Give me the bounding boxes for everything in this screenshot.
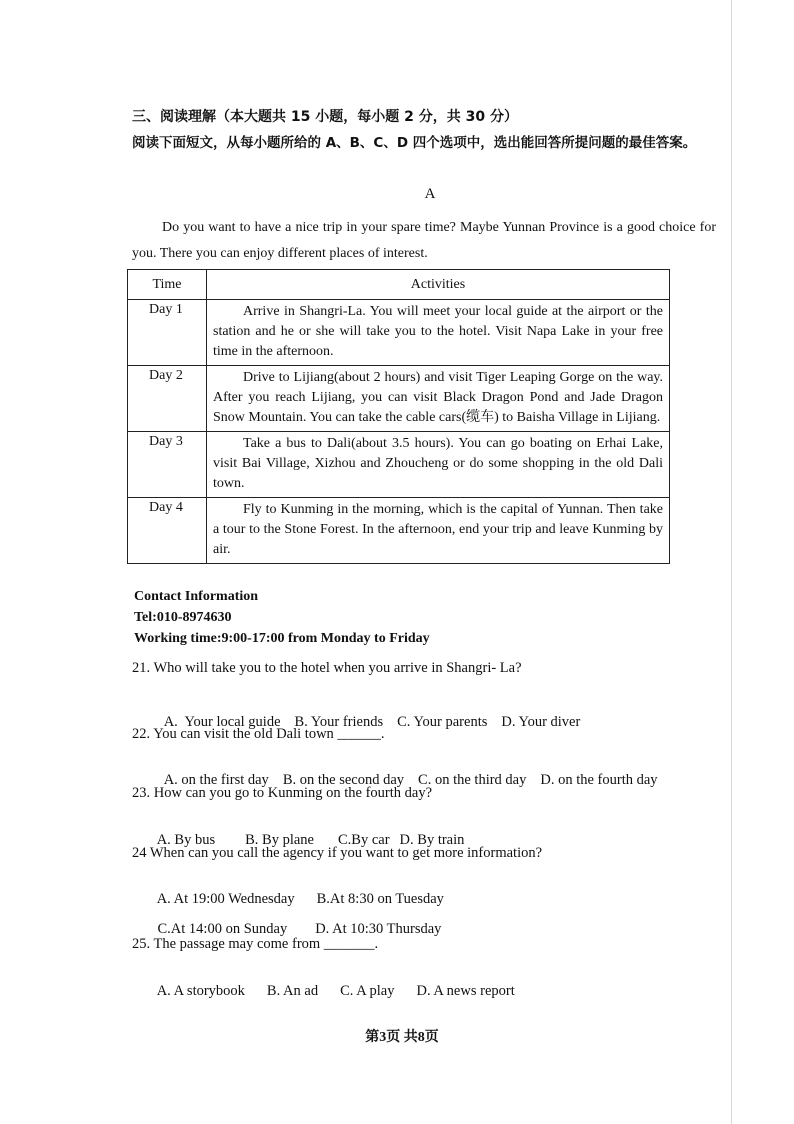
table-row: [128, 366, 670, 432]
option-b: B. An ad: [266, 983, 319, 999]
option-c: C. Your parents: [397, 714, 488, 730]
question-21-stem: 21. Who will take you to the hotel when you arrive in Shangri- La?: [132, 660, 522, 676]
itinerary-table: [127, 269, 670, 564]
option-c: C.By car: [338, 832, 390, 848]
page-number: 第3页 共8页: [365, 1030, 439, 1045]
option-d: D. on the fourth day: [540, 772, 658, 788]
question-23-stem: 23. How can you go to Kunming on the fourth day?: [132, 785, 433, 801]
section-title: 三、阅读理解（本大题共 15 小题，每小题 2 分，共 30 分）: [132, 109, 518, 125]
table-row: [128, 300, 670, 366]
option-b: B. Your friends: [294, 714, 384, 730]
option-a: A. By bus: [156, 832, 216, 848]
activity-cell: Drive to Lijiang(about 2 hours) and visit Tiger Leaping Gorge on the way. After you reach Lijiang, you can visit Black Dragon Pond and Jade Dragon Snow Mountain. You can take the cable cars(缆车) to Baisha Village in Lijiang.: [207, 366, 670, 432]
question-24-stem: 24 When can you call the agency if you want to get more information?: [132, 845, 543, 861]
activity-cell: Arrive in Shangri-La. You will meet your local guide at the airport or the station and he or she will take you to the hotel. Visit Napa Lake in your free time in the afternoon.: [207, 300, 670, 366]
option-d: D. By train: [399, 832, 465, 848]
table-row: [128, 432, 670, 498]
option-d: D. A news report: [416, 983, 515, 999]
passage-label: A: [424, 186, 436, 202]
option-c: C. on the third day: [418, 772, 527, 788]
question-25-options: [143, 966, 529, 1017]
contact-hours: Working time:9:00-17:00 from Monday to Friday: [134, 631, 430, 646]
option-d: D. At 10:30 Thursday: [315, 921, 442, 937]
contact-info: [134, 586, 430, 649]
header-time: Time: [128, 270, 207, 300]
question-22-stem: 22. You can visit the old Dali town ______.: [132, 726, 385, 742]
day-cell: Day 2: [128, 366, 207, 432]
contact-tel: Tel:010-8974630: [134, 610, 232, 625]
option-c: C.At 14:00 on Sunday: [157, 921, 288, 937]
option-d: D. Your diver: [501, 714, 581, 730]
table-header-row: [128, 270, 670, 300]
day-cell: Day 4: [128, 498, 207, 564]
day-cell: Day 3: [128, 432, 207, 498]
option-c: C. A play: [340, 983, 395, 999]
page-edge-divider: [731, 0, 732, 1124]
table-row: [128, 498, 670, 564]
day-cell: Day 1: [128, 300, 207, 366]
header-activities: Activities: [207, 270, 670, 300]
activity-cell: Fly to Kunming in the morning, which is the capital of Yunnan. Then take a tour to the Stone Forest. In the afternoon, end your trip and leave Kunming by air.: [207, 498, 670, 564]
option-b: B.At 8:30 on Tuesday: [316, 891, 444, 907]
option-a: A. Your local guide: [163, 714, 281, 730]
passage-intro: Do you want to have a nice trip in your spare time? Maybe Yunnan Province is a good choice for you. There you can enjoy different places of interest.: [132, 220, 716, 261]
section-instruction: 阅读下面短文，从每小题所给的 A、B、C、D 四个选项中，选出能回答所提问题的最佳答案。: [132, 135, 697, 151]
option-b: B. By plane: [245, 832, 314, 848]
option-b: B. on the second day: [282, 772, 405, 788]
option-a: A. At 19:00 Wednesday: [156, 891, 295, 907]
question-25-stem: 25. The passage may come from _______.: [132, 936, 379, 952]
option-a: A. A storybook: [156, 983, 245, 999]
option-a: A. on the first day: [163, 772, 269, 788]
activity-cell: Take a bus to Dali(about 3.5 hours). You can go boating on Erhai Lake, visit Bai Village, Xizhou and Zhoucheng or do some shopping in the old Dali town.: [207, 432, 670, 498]
contact-heading: Contact Information: [134, 589, 259, 604]
